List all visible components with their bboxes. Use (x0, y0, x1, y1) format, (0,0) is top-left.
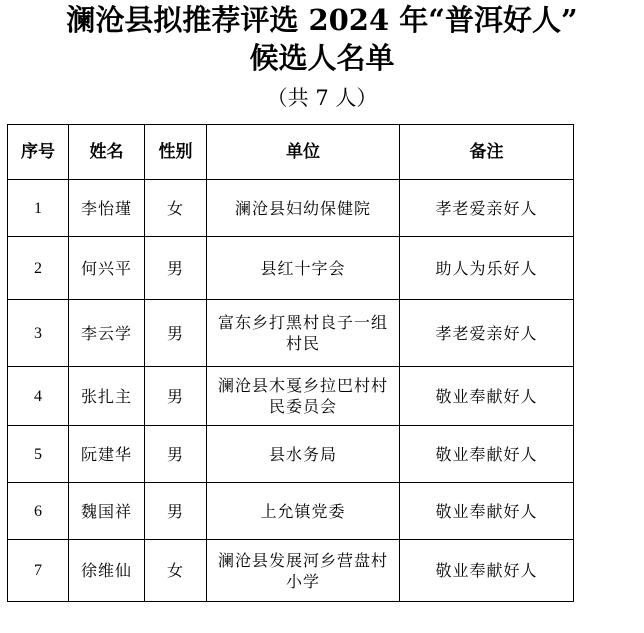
document-subtitle: （共 7 人） (266, 86, 378, 110)
cell-name: 张扎主 (69, 367, 145, 426)
cell-note: 助人为乐好人 (400, 237, 574, 300)
header-note: 备注 (400, 125, 574, 180)
candidate-table (7, 124, 574, 602)
cell-note: 敬业奉献好人 (400, 426, 574, 483)
table-row (8, 180, 574, 237)
cell-name: 李怡瑾 (69, 180, 145, 237)
table-row (8, 300, 574, 367)
cell-note: 孝老爱亲好人 (400, 300, 574, 367)
header-index: 序号 (8, 125, 69, 180)
cell-gender: 男 (145, 367, 207, 426)
cell-unit: 县红十字会 (207, 237, 400, 300)
cell-index: 3 (8, 300, 69, 367)
header-gender: 性别 (145, 125, 207, 180)
table-row (8, 237, 574, 300)
cell-gender: 女 (145, 540, 207, 602)
cell-note: 敬业奉献好人 (400, 483, 574, 540)
cell-index: 6 (8, 483, 69, 540)
cell-name: 魏国祥 (69, 483, 145, 540)
cell-unit: 澜沧县木戛乡拉巴村村民委员会 (207, 367, 400, 426)
cell-name: 阮建华 (69, 426, 145, 483)
cell-unit: 上允镇党委 (207, 483, 400, 540)
cell-gender: 男 (145, 300, 207, 367)
cell-index: 5 (8, 426, 69, 483)
cell-gender: 男 (145, 483, 207, 540)
table-row (8, 540, 574, 602)
table-row (8, 426, 574, 483)
cell-note: 孝老爱亲好人 (400, 180, 574, 237)
cell-gender: 女 (145, 180, 207, 237)
cell-gender: 男 (145, 426, 207, 483)
document-title-line2: 候选人名单 (249, 41, 395, 75)
cell-index: 1 (8, 180, 69, 237)
cell-note: 敬业奉献好人 (400, 540, 574, 602)
cell-unit: 县水务局 (207, 426, 400, 483)
header-name: 姓名 (69, 125, 145, 180)
table-header-row (8, 125, 574, 180)
table-row (8, 483, 574, 540)
cell-name: 李云学 (69, 300, 145, 367)
cell-unit: 富东乡打黑村良子一组村民 (207, 300, 400, 367)
cell-unit: 澜沧县妇幼保健院 (207, 180, 400, 237)
cell-gender: 男 (145, 237, 207, 300)
cell-name: 何兴平 (69, 237, 145, 300)
cell-index: 2 (8, 237, 69, 300)
table-row (8, 367, 574, 426)
document-title: 澜沧县拟推荐评选 2024 年“普洱好人” (66, 3, 578, 37)
cell-index: 4 (8, 367, 69, 426)
cell-name: 徐维仙 (69, 540, 145, 602)
cell-note: 敬业奉献好人 (400, 367, 574, 426)
header-unit: 单位 (207, 125, 400, 180)
cell-index: 7 (8, 540, 69, 602)
cell-unit: 澜沧县发展河乡营盘村小学 (207, 540, 400, 602)
